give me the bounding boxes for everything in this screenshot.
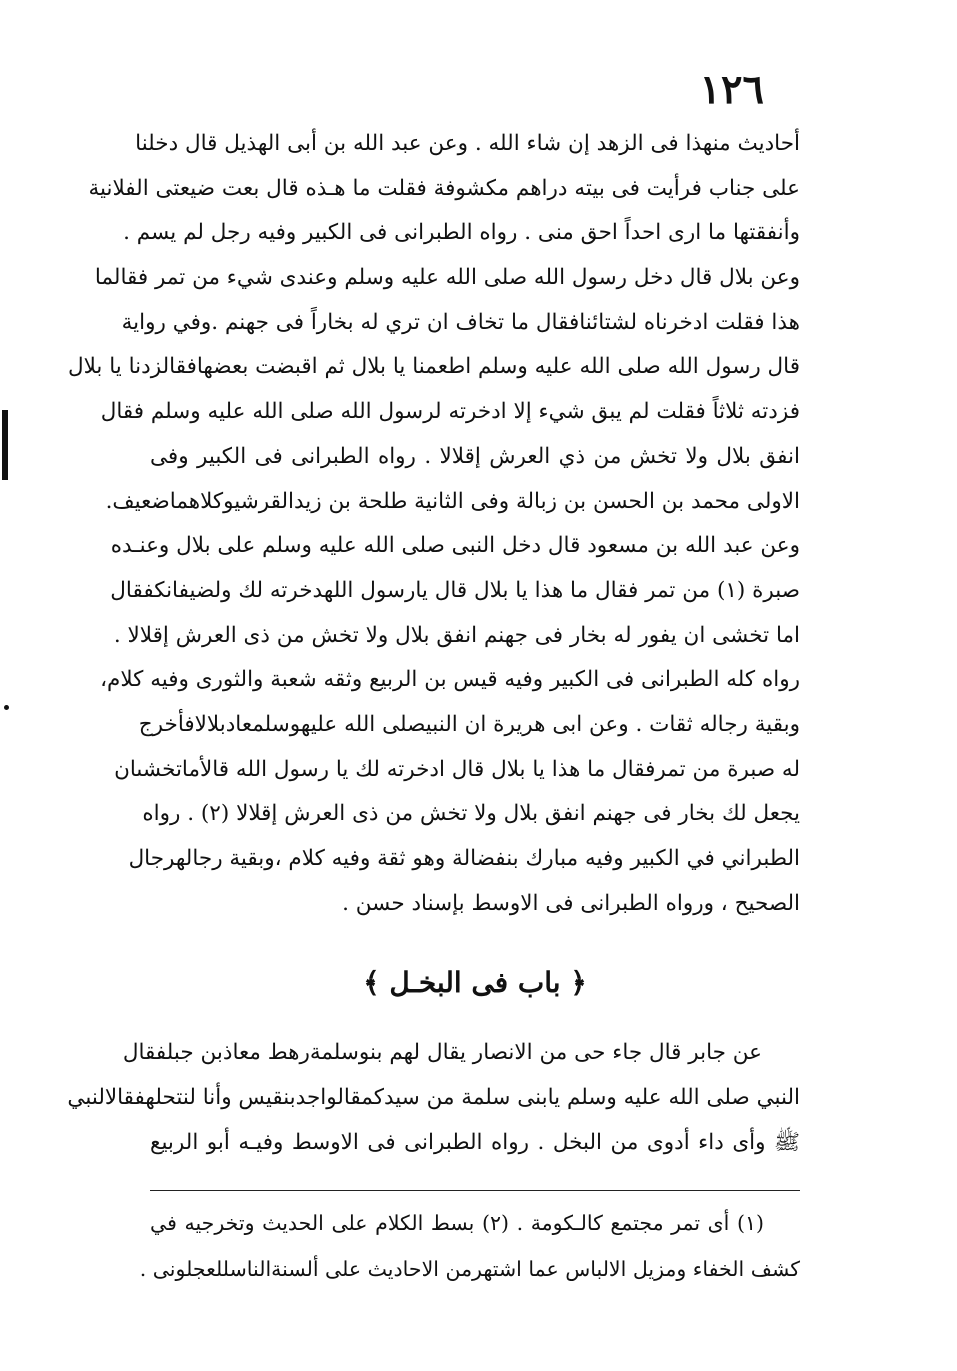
text-line: وأنفقتها ما ارى احداً احق منى . رواه الطبرانى فى الكبير وفيه رجل لم يسم . <box>123 220 800 246</box>
text-line: رواه كله الطبرانى فى الكبير وفيه قيس بن الربيع وثقه شعبة والثورى وفيه كلام، <box>100 667 800 693</box>
page-number: ١٢٦ <box>699 66 764 113</box>
text-line: الصحيح ، ورواه الطبرانى فى الاوسط بإسناد حسن . <box>342 890 800 916</box>
text-line: وعن بلال قال دخل رسول الله صلى الله عليه وسلم وعندى شيء من تمر فقالما <box>94 265 800 291</box>
text-line: فزدته ثلاثاً فقلت لم يبق شيء إلا ادخرته لرسول الله صلى الله عليه وسلم فقال <box>100 399 800 425</box>
text-line: ﷺ وأى داء أدوى من البخل . رواه الطبرانى فى الاوسط وفيـه أبو الربيع <box>150 1130 800 1155</box>
text-line: صبرة (١) من تمر فقال ما هذا يا بلال قال يارسول اللهدخرته لك ولضيفانكفقال <box>110 577 800 603</box>
text-line: الاولى محمد بن الحسن بن زبالة وفى الثانية طلحة بن زيدالقرشيوكلاهماضعيف. <box>105 488 800 514</box>
main-text-block <box>67 122 800 926</box>
footnotes-block <box>139 1200 800 1292</box>
text-line: هذا فقلت ادخرناه لشتائنافقال ما تخاف ان تري له بخاراً فى جهنم .وفي رواية <box>121 309 800 335</box>
scan-edge-mark <box>2 410 8 480</box>
section-text-block <box>67 1030 800 1165</box>
text-line: وبقية رجاله ثقات . وعن ابى هريرة ان النبيصلى الله عليهوسلمعادبلالافأخرج <box>138 711 800 737</box>
scan-edge <box>0 0 14 1371</box>
text-line: انفق بلال ولا تخش من ذي العرش إقلالا . رواه الطبرانى فى الكبير وفى <box>150 443 800 469</box>
section-heading: ﴿ باب فى البخـل ﴾ <box>363 966 587 999</box>
text-line: أحاديث منهذا فى الزهد إن شاء الله . وعن عبد الله بن أبى الهذيل قال دخلنا <box>135 131 800 156</box>
text-line: عن جابر قال جاء حى من الانصار يقال لهم بنوسلمةرهط معاذبن جبلفقال <box>122 1040 762 1065</box>
text-line: الطبراني في الكبير وفيه مبارك بنفضالة وهو ثقة وفيه كلام ،وبقية رجالهرجال <box>128 846 800 871</box>
text-line: له صبرة من تمرفقال ما هذا يا بلال قال ادخرته لك يا رسول الله قالأماتخشىان <box>114 756 800 782</box>
footnote-line: (١) أى تمر مجتمع كالـكومة . (٢) بسط الكلام على الحديث وتخرجيه في <box>150 1211 764 1235</box>
footnote-line: كشف الخفاء ومزيل الالباس عما اشتهرمن الاحاديث على ألسنةالناسللعجلونى . <box>139 1257 800 1281</box>
text-line: اما تخشى ان يفور له بخار فى جهنم انفق بلال ولا تخش من ذى العرش إقلالا . <box>113 622 800 648</box>
text-line: على جناب فرأيت فى بيته دراهم مكشوفة فقلت ما هـذه قال بعت ضيعتى الفلانية <box>88 175 800 201</box>
text-line: يجعل لك بخار فى جهنم انفق بلال ولا تخش من ذى العرش إقلالا (٢) . رواه <box>142 801 800 827</box>
text-line: قال رسول الله صلى الله عليه وسلم اطعمنا يا بلال ثم اقبضت بعضهافقالزدنا يا بلال <box>67 354 800 380</box>
text-line: وعن عبد الله بن مسعود قال دخل النبى صلى الله عليه وسلم على بلال وعنـده <box>110 533 800 559</box>
scan-edge-dot <box>4 705 9 710</box>
text-line: النبي صلى الله عليه وسلم يابنى سلمة من سيدكمقالواجدبنقيس وأنا لنتحلهفقالالنبي <box>67 1085 800 1110</box>
footnote-divider <box>150 1190 800 1191</box>
